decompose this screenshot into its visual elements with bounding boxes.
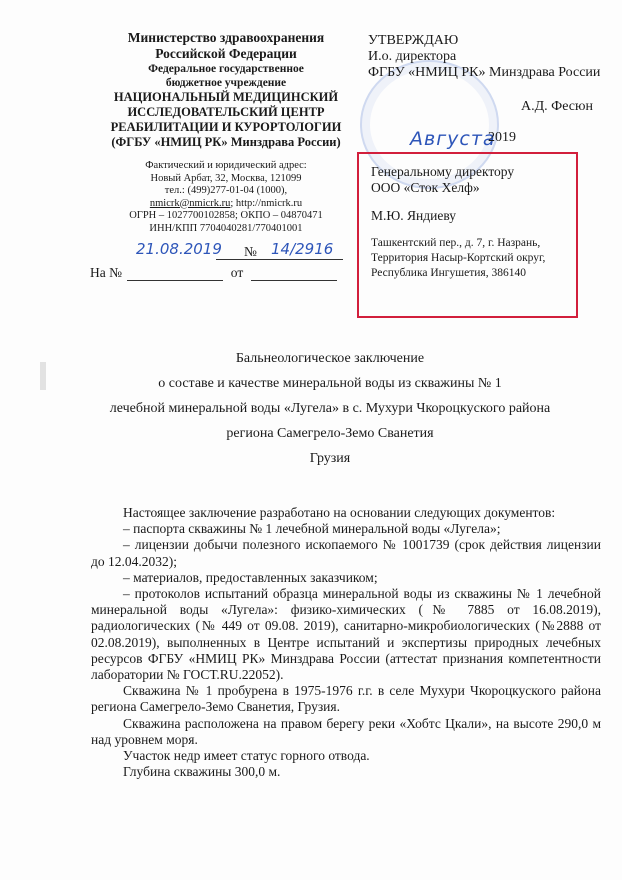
title-line: Грузия	[309, 451, 351, 466]
title-line: о составе и качестве минеральной воды из скважины № 1	[158, 376, 502, 391]
scan-mark	[40, 362, 46, 390]
title-line: Бальнеологическое заключение	[235, 351, 425, 366]
address-line: Новый Арбат, 32, Москва, 121099	[150, 172, 302, 184]
outgoing-date: 21.08.2019	[136, 240, 222, 258]
phone-line: тел.: (499)277-01-04 (1000),	[164, 185, 288, 196]
institution-name: РЕАБИЛИТАЦИИ И КУРОРТОЛОГИИ	[110, 120, 342, 134]
approval-role: И.о. директора	[368, 49, 457, 64]
institution-type: Федеральное государственное	[148, 63, 304, 75]
outgoing-number-line	[265, 240, 343, 260]
inn-line: ИНН/КПП 7704040281/770401001	[149, 222, 303, 234]
incoming-from-label: от	[230, 265, 244, 280]
address-label: Фактический и юридический адрес:	[145, 160, 307, 171]
incoming-no-label: На №	[90, 265, 122, 280]
recipient-address: Ташкентский пер., д. 7, г. Назрань,	[371, 237, 541, 249]
recipient-company: ООО «Сток Хелф»	[371, 180, 480, 195]
incoming-ref	[90, 265, 337, 281]
title-line: региона Самегрело-Земо Сванетия	[226, 426, 434, 441]
recipient-person: М.Ю. Яндиеву	[371, 208, 456, 223]
institution-type: бюджетное учреждение	[165, 77, 287, 89]
intro-paragraph: Настоящее заключение разработано на основании следующих документов:	[123, 505, 556, 520]
body-paragraph: Участок недр имеет статус горного отвода.	[123, 748, 370, 764]
approval-block	[368, 33, 613, 81]
recipient-position: Генеральному директору	[371, 164, 515, 179]
body-paragraph: Скважина расположена на правом берегу реки «Хобтс Цкали», на высоте 290,0 м над уровнем моря.	[91, 715, 601, 747]
basis-item: – лицензии добычи полезного ископаемого № 1001739 (срок действия лицензии до 12.04.2032);	[91, 537, 601, 569]
letterhead	[86, 30, 366, 235]
site-link[interactable]: ; http://nmicrk.ru	[230, 197, 303, 209]
approval-date-handwritten: Августа	[410, 128, 496, 150]
ogrn-line: ОГРН – 1027700102858; ОКПО – 04870471	[129, 210, 323, 221]
institution-name: НАЦИОНАЛЬНЫЙ МЕДИЦИНСКИЙ	[113, 90, 339, 104]
basis-item: – протоколов испытаний образца минеральной воды из скважины № 1 лечебной минеральной воды «Лугела»: физико-химических (№ 7885 от 16.08.2019), радиологических (№ 449 от 09.08. 2019), санитарно-микробиологических (№2888 от 02.08.2019), выполненных в Центре испытаний и экспертизы природных лечебных ресурсов ФГБУ «НМИЦ РК» Минздрава России (аттестат признания компетентности лаборатории № ГОСТ.RU.22052).	[91, 586, 601, 683]
ministry-line: Российской Федерации	[155, 46, 297, 61]
body-paragraph: Глубина скважины 300,0 м.	[123, 764, 281, 780]
recipient-address: Республика Ингушетия, 386140	[371, 267, 526, 279]
title-line: лечебной минеральной воды «Лугела» в с. Мухури Чкороцкуского района	[109, 401, 551, 416]
recipient-box	[357, 152, 578, 318]
basis-item: – материалов, предоставленных заказчиком;	[123, 569, 378, 585]
approval-org: ФГБУ «НМИЦ РК» Минздрава России	[368, 65, 601, 80]
outgoing-no-label: №	[244, 244, 257, 259]
approval-signer: А.Д. Фесюн	[521, 99, 593, 114]
contacts-line	[86, 198, 366, 211]
document-body	[91, 505, 601, 780]
approval-title: УТВЕРЖДАЮ	[368, 33, 459, 48]
basis-item: – паспорта скважины № 1 лечебной минеральной воды «Лугела»;	[123, 521, 501, 537]
approval-year: 2019	[488, 130, 516, 145]
institution-abbr: (ФГБУ «НМИЦ РК» Минздрава России)	[111, 135, 341, 149]
document-title	[60, 346, 600, 471]
institution-name: ИССЛЕДОВАТЕЛЬСКИЙ ЦЕНТР	[127, 105, 325, 119]
body-paragraph: Скважина № 1 пробурена в 1975-1976 г.г. в селе Мухури Чкороцкуского района региона Самегрело-Земо Сванетия, Грузия.	[91, 683, 601, 715]
email-link[interactable]: nmicrk@nmicrk.ru	[149, 197, 231, 209]
ministry-line: Министерство здравоохранения	[127, 30, 325, 45]
outgoing-number: 14/2916	[271, 240, 334, 258]
recipient-address: Территория Насыр-Кортский округ,	[371, 252, 546, 264]
